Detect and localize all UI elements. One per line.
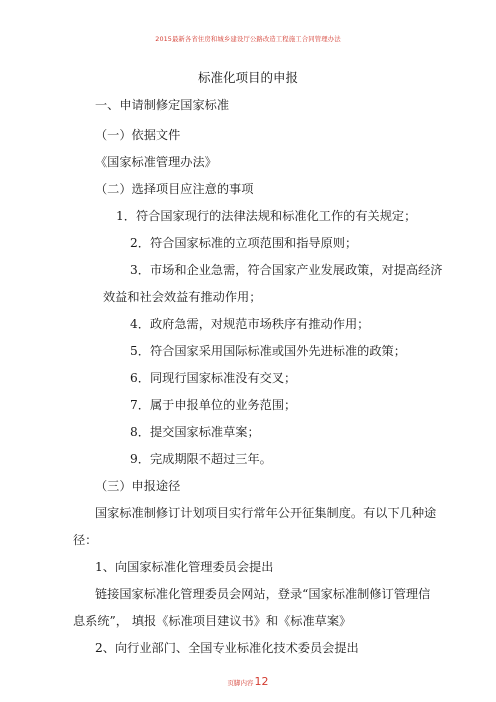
channel-item: 1、向国家标准化管理委员会提出: [95, 560, 274, 574]
paragraph-line: 《国家标准管理办法》: [95, 155, 217, 169]
section-heading-1: 一、申请制修定国家标准: [95, 98, 230, 112]
list-item: 2．符合国家标准的立项范围和指导原则；: [130, 236, 358, 250]
paragraph-line: 国家标准制修订计划项目实行常年公开征集制度。有以下几种途: [95, 506, 437, 520]
subsection-basis: （一）依据文件: [95, 128, 181, 142]
list-item: 3．市场和企业急需，符合国家产业发展政策，对提高经济: [130, 263, 443, 277]
list-item: 9．完成期限不超过三年。: [130, 452, 272, 466]
page-header: 2015最新各省住房和城乡建设厅公路改造工程施工合同管理办法: [155, 35, 341, 43]
list-item: 6．同现行国家标准没有交叉；: [130, 371, 297, 385]
paragraph-line: 径：: [73, 533, 98, 547]
document-title: 标准化项目的申报: [197, 70, 298, 85]
paragraph-line: 息系统”， 填报《标准项目建议书》和《标准草案》: [73, 614, 352, 628]
page-footer: [0, 670, 496, 689]
channel-item: 2、向行业部门、全国专业标准化技术委员会提出: [95, 641, 359, 655]
footer-label: 页脚内容: [227, 679, 254, 687]
list-item: 1．符合国家现行的法律法规和标准化工作的有关规定；: [116, 209, 417, 223]
page-number: 12: [254, 675, 269, 688]
subsection-channels: （三）申报途径: [95, 479, 181, 493]
list-item-continuation: 效益和社会效益有推动作用；: [103, 290, 262, 304]
subsection-notes: （二）选择项目应注意的事项: [95, 182, 254, 196]
list-item: 7．属于申报单位的业务范围；: [130, 398, 297, 412]
list-item: 5．符合国家采用国际标准或国外先进标准的政策；: [130, 344, 406, 358]
paragraph-line: 链接国家标准化管理委员会网站，登录“国家标准制修订管理信: [95, 587, 431, 601]
list-item: 8．提交国家标准草案；: [130, 425, 260, 439]
list-item: 4．政府急需，对规范市场秩序有推动作用；: [130, 317, 370, 331]
